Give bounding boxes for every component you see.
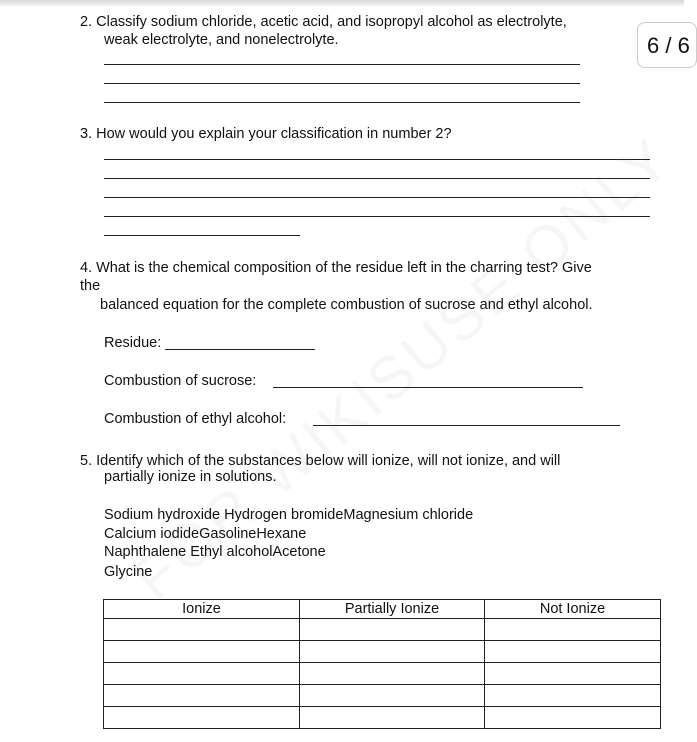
answer-cell[interactable] [485, 641, 661, 663]
q4-text-line3: balanced equation for the complete combustion of sucrose and ethyl alcohol. [100, 297, 593, 313]
table-row [104, 707, 661, 729]
q5-text-line2: partially ionize in solutions. [104, 469, 277, 485]
header-partially-ionize: Partially Ionize [300, 600, 485, 619]
substance-list-line: Glycine [104, 564, 153, 580]
answer-cell[interactable] [104, 685, 300, 707]
header-not-ionize: Not Ionize [485, 600, 661, 619]
sucrose-answer-line [273, 387, 583, 388]
answer-cell[interactable] [485, 619, 661, 641]
answer-cell[interactable] [300, 619, 485, 641]
table-row [104, 641, 661, 663]
answer-cell[interactable] [300, 707, 485, 729]
answer-cell[interactable] [104, 663, 300, 685]
answer-line [104, 235, 300, 236]
ethyl-alcohol-answer-line [313, 425, 620, 426]
substance-list-line: Naphthalene Ethyl alcoholAcetone [104, 544, 326, 560]
substance-list-line: Sodium hydroxide Hydrogen bromideMagnesium chloride [104, 507, 474, 523]
answer-cell[interactable] [300, 685, 485, 707]
answer-cell[interactable] [300, 663, 485, 685]
classification-table [103, 599, 661, 729]
q4-text-line2: the [80, 278, 101, 294]
answer-cell[interactable] [485, 707, 661, 729]
page-indicator: 6 / 6 [637, 22, 697, 68]
ethyl-alcohol-label: Combustion of ethyl alcohol: [104, 411, 287, 427]
q5-text-line1: 5. Identify which of the substances below will ionize, will not ionize, and will [80, 453, 561, 469]
substance-list-line: Calcium iodideGasolineHexane [104, 526, 307, 542]
answer-cell[interactable] [104, 641, 300, 663]
answer-cell[interactable] [485, 685, 661, 707]
viewer-top-bar [0, 0, 684, 6]
answer-line [104, 102, 580, 103]
header-ionize: Ionize [104, 600, 300, 619]
sucrose-label: Combustion of sucrose: [104, 373, 257, 389]
answer-line [104, 83, 580, 84]
table-row [104, 663, 661, 685]
q4-text-line1: 4. What is the chemical composition of the residue left in the charring test? Give [80, 260, 592, 276]
q3-text: 3. How would you explain your classification in number 2? [80, 126, 452, 142]
q2-text-line2: weak electrolyte, and nonelectrolyte. [104, 32, 339, 48]
residue-label: Residue: [104, 335, 162, 351]
q2-text-line1: 2. Classify sodium chloride, acetic acid, and isopropyl alcohol as electrolyte, [80, 14, 567, 30]
answer-line [104, 197, 650, 198]
answer-cell[interactable] [300, 641, 485, 663]
answer-cell[interactable] [485, 663, 661, 685]
answer-cell[interactable] [104, 619, 300, 641]
residue-answer-line [165, 349, 315, 350]
answer-cell[interactable] [104, 707, 300, 729]
answer-line [104, 159, 650, 160]
answer-line [104, 216, 650, 217]
answer-line [104, 178, 650, 179]
table-row [104, 619, 661, 641]
answer-line [104, 64, 580, 65]
table-row [104, 685, 661, 707]
